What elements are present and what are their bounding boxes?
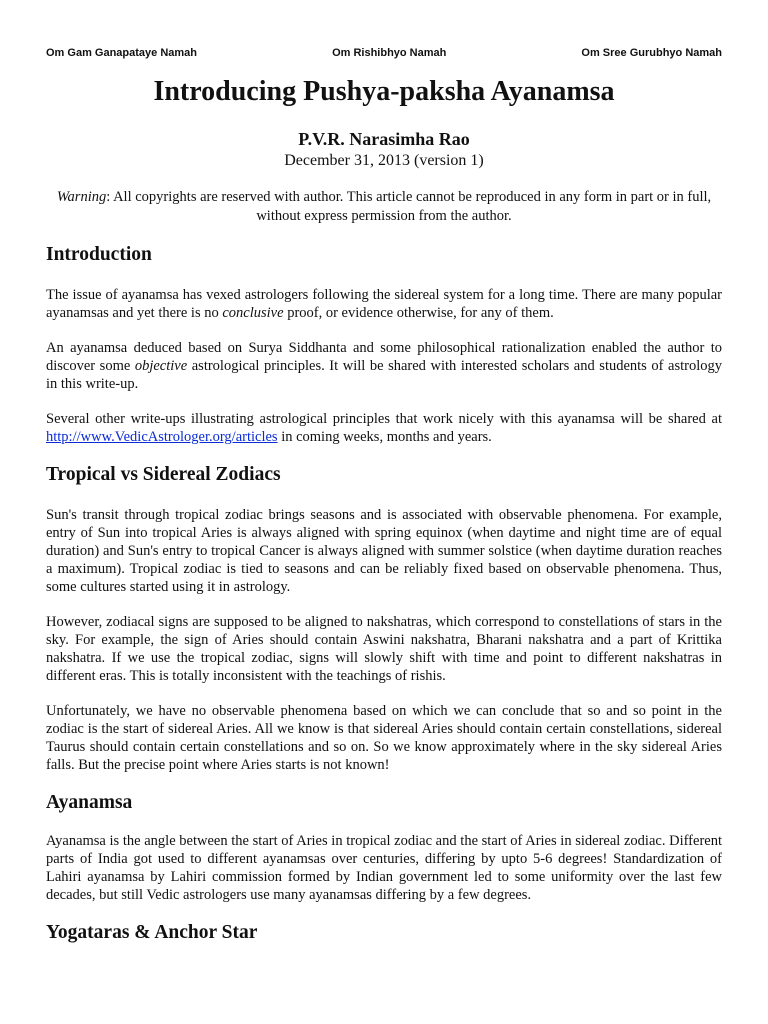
emphasis-text: conclusive (222, 305, 284, 321)
articles-link[interactable]: http://www.VedicAstrologer.org/articles (46, 429, 278, 445)
paragraph-intro-2 (46, 339, 722, 393)
text-span: Several other write-ups illustrating astrological principles that work nicely with this ayanamsa will be shared at (46, 411, 722, 427)
heading-ayanamsa: Ayanamsa (46, 792, 133, 813)
text-span: An ayanamsa deduced based on Surya Siddhanta and some philosophical rationalization enabled the author to discover some (46, 340, 722, 374)
copyright-warning (46, 188, 722, 226)
paragraph-ayanamsa-1: Ayanamsa is the angle between the start of Aries in tropical zodiac and the start of Aries in sidereal zodiac. Different parts of India got used to different ayanamsas over centuries, differing by upto 5-6 degrees! Standardization of Lahiri ayanamsa by Lahiri commission formed by Indian government led to some uniformity over the last few decades, but still Vedic astrologers use many ayanamsas differing by a few degrees. (46, 833, 722, 903)
heading-yogataras: Yogataras & Anchor Star (46, 922, 258, 943)
emphasis-text: objective (134, 358, 188, 374)
document-title: Introducing Pushya-paksha Ayanamsa (153, 76, 615, 107)
paragraph-tropical-3: Unfortunately, we have no observable phenomena based on which we can conclude that so and so point in the zodiac is the start of sidereal Aries. All we know is that sidereal Aries should contain certain constellations, sidereal Taurus should contain certain constellations and so on. So we know approximately where in the sky sidereal Aries falls. But the precise point where Aries starts is not known! (46, 703, 722, 773)
paragraph-intro-3 (46, 410, 722, 446)
text-span: astrological principles. It will be shared with interested scholars and students of astrology in this write-up. (46, 358, 722, 392)
text-span: The issue of ayanamsa has vexed astrologers following the sidereal system for a long time. There are many popular ayanamsas and yet there is no (46, 287, 722, 321)
paragraph-tropical-1: Sun's transit through tropical zodiac brings seasons and is associated with observable phenomena. For example, entry of Sun into tropical Aries is always aligned with spring equinox (when daytime and night time are of equal duration) and Sun's entry to tropical Cancer is always aligned with summer solstice (when daytime duration reaches a maximum). Tropical zodiac is tied to seasons and can be reliably fixed based on observable phenomena. Thus, some cultures started using it in astrology. (46, 507, 722, 595)
header-right: Om Sree Gurubhyo Namah (581, 47, 722, 59)
publication-date: December 31, 2013 (version 1) (284, 152, 484, 169)
header-left: Om Gam Ganapataye Namah (46, 47, 198, 59)
warning-label: Warning (56, 189, 107, 205)
heading-introduction: Introduction (46, 244, 152, 265)
warning-text: : All copyrights are reserved with author. This article cannot be reproduced in any form in part or in full, without express permission from the author. (106, 189, 712, 224)
header-center: Om Rishibhyo Namah (332, 47, 447, 59)
paragraph-intro-1 (46, 286, 722, 322)
text-span: proof, or evidence otherwise, for any of them. (283, 305, 554, 321)
paragraph-tropical-2: However, zodiacal signs are supposed to be aligned to nakshatras, which correspond to constellations of stars in the sky. For example, the sign of Aries should contain Aswini nakshatra, Bharani nakshatra and a part of Krittika nakshatra. If we use the tropical zodiac, signs will slowly shift with time and point to different nakshatras in different eras. This is totally inconsistent with the teachings of rishis. (46, 614, 722, 684)
heading-tropical-vs-sidereal: Tropical vs Sidereal Zodiacs (46, 464, 281, 485)
header-line (46, 46, 722, 60)
text-span: in coming weeks, months and years. (277, 429, 492, 445)
author-name: P.V.R. Narasimha Rao (298, 129, 470, 149)
